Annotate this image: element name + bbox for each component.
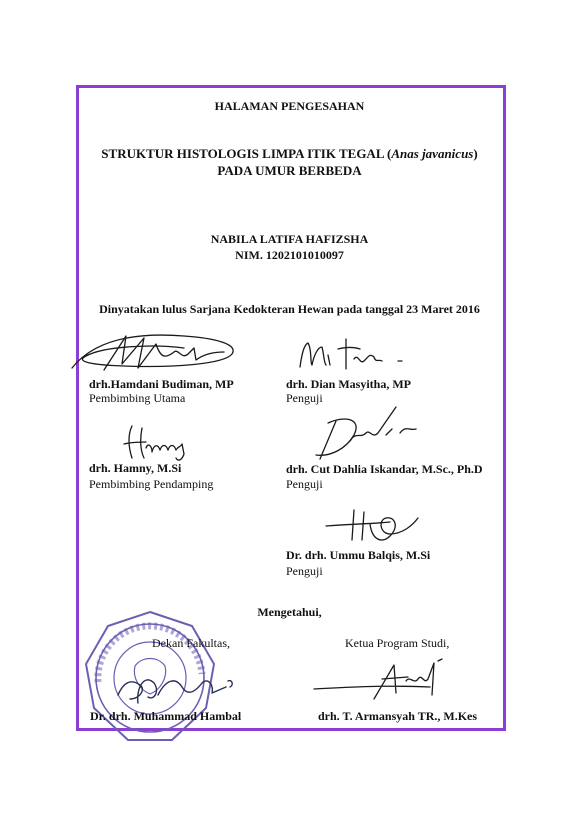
dean-title: Dekan Fakultas, [152, 636, 230, 650]
signatory-3-role: Pembimbing Pendamping [89, 477, 214, 491]
page-heading: HALAMAN PENGESAHAN [214, 99, 365, 113]
signatory-1-role: Pembimbing Utama [89, 391, 186, 405]
head-title: Ketua Program Studi, [345, 636, 450, 650]
author-name: NABILA LATIFA HAFIZSHA [210, 232, 369, 246]
signatory-2-role: Penguji [286, 391, 323, 405]
signatory-4-role: Penguji [286, 477, 323, 491]
thesis-title-line2: PADA UMUR BERBEDA [217, 163, 362, 178]
signatory-1-name: drh.Hamdani Budiman, MP [89, 377, 234, 391]
signature-head [310, 655, 470, 710]
signatory-3-name: drh. Hamny, M.Si [89, 461, 182, 475]
declaration-text: Dinyatakan lulus Sarjana Kedokteran Hewan pada tanggal 23 Maret 2016 [99, 302, 480, 316]
signature-cut-dahlia [300, 405, 440, 470]
title-species: Anas javanicus [391, 146, 474, 161]
signatory-5-role: Penguji [286, 564, 323, 578]
signature-ummu-balqis [320, 504, 440, 553]
title-suffix: ) [473, 146, 478, 161]
signatory-4-name: drh. Cut Dahlia Iskandar, M.Sc., Ph.D [286, 462, 483, 476]
title-prefix: STRUKTUR HISTOLOGIS LIMPA ITIK TEGAL ( [101, 146, 392, 161]
acknowledged-label: Mengetahui, [257, 605, 322, 619]
dean-name: Dr. drh. Muhammad Hambal [90, 709, 242, 723]
thesis-title-line1 [0, 146, 579, 162]
head-name: drh. T. Armansyah TR., M.Kes [318, 709, 478, 723]
signatory-5-name: Dr. drh. Ummu Balqis, M.Si [286, 548, 431, 562]
signatory-2-name: drh. Dian Masyitha, MP [286, 377, 412, 391]
signature-dian [294, 335, 414, 380]
author-nim: NIM. 1202101010097 [235, 248, 344, 262]
